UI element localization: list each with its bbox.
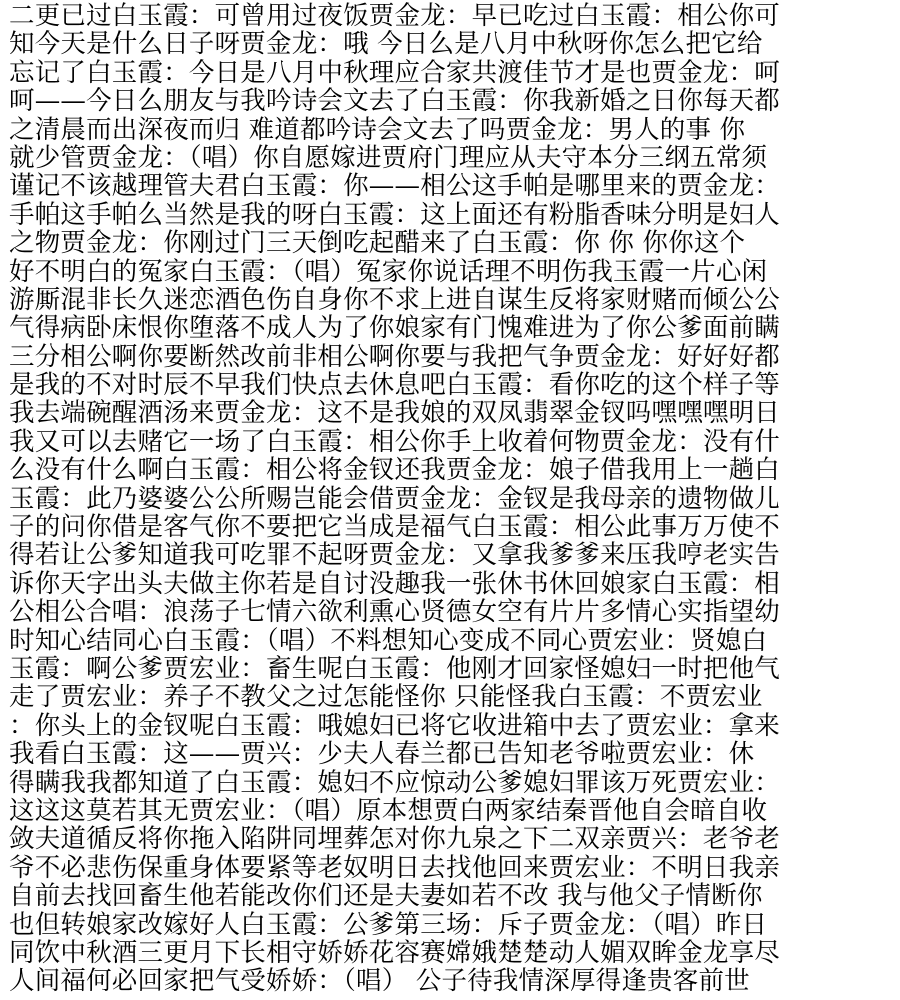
text-line: 得若让公爹知道我可吃罪不起呀贾金龙：又拿我爹爹来压我哼老实告: [9, 541, 781, 570]
text-line: 敛夫道循反将你拖入陷阱同埋葬怎对你九泉之下二双亲贾兴：老爷老: [9, 825, 781, 854]
text-line: 三分相公啊你要断然改前非相公啊你要与我把气争贾金龙：好好好都: [9, 342, 781, 372]
text-line: 同饮中秋酒三更月下长相守娇娇花容赛嫦娥楚楚动人媚双眸金龙享尽: [9, 938, 781, 968]
text-line: 之物贾金龙：你刚过门三天倒吃起醋来了白玉霞：你 你 你你这个: [9, 229, 746, 258]
text-line: 好不明白的冤家白玉霞：（唱）冤家你说话理不明伤我玉霞一片心闲: [9, 257, 768, 286]
text-line: 么没有什么啊白玉霞：相公将金钗还我贾金龙：娘子借我用上一趟白: [9, 456, 781, 485]
text-line: 谨记不该越理管夫君白玉霞：你——相公这手帕是哪里来的贾金龙：: [9, 172, 781, 201]
text-line: 诉你天字出头夫做主你若是自讨没趣我一张休书休回娘家白玉霞：相: [9, 569, 781, 599]
text-line: 玉霞：啊公爹贾宏业：畜生呢白玉霞：他刚才回家怪媳妇一时把他气: [9, 654, 781, 684]
text-line: 得瞒我我都知道了白玉霞：媳妇不应惊动公爹媳妇罪该万死贾宏业：: [9, 768, 781, 797]
text-line: 爷不必悲伤保重身体要紧等老奴明日去找他回来贾宏业：不明日我亲: [9, 853, 781, 883]
text-line: 游厮混非长久迷恋酒色伤自身你不求上进自谋生反将家财赌而倾公公: [9, 285, 781, 315]
text-line: ：你头上的金钗呢白玉霞：哦媳妇已将它收进箱中去了贾宏业：拿来: [9, 711, 781, 741]
text-line: 二更已过白玉霞：可曾用过夜饭贾金龙：早已吃过白玉霞：相公你可: [9, 2, 781, 31]
text-line: 这这这莫若其无贾宏业：（唱）原本想贾白两家结秦晋他自会暗自收: [9, 796, 768, 826]
text-line: 自前去找回畜生他若能改你们还是夫妻如若不改 我与他父子情断你: [9, 882, 763, 911]
text-line: 我去端碗醒酒汤来贾金龙：这不是我娘的双凤翡翠金钗吗嘿嘿嘿明日: [9, 399, 781, 428]
text-line: 走了贾宏业：养子不教父之过怎能怪你 只能怪我白玉霞：不贾宏业: [9, 683, 763, 712]
text-line: 是我的不对时辰不早我们快点去休息吧白玉霞：看你吃的这个样子等: [9, 371, 781, 400]
text-line: 忘记了白玉霞：今日是八月中秋理应合家共渡佳节才是也贾金龙：呵: [9, 58, 781, 88]
text-line: 就少管贾金龙：（唱）你自愿嫁进贾府门理应从夫守本分三纲五常须: [9, 143, 768, 173]
text-line: 时知心结同心白玉霞：（唱）不料想知心变成不同心贾宏业：贤媳白: [9, 626, 768, 655]
text-line: 我又可以去赌它一场了白玉霞：相公你手上收着何物贾金龙：没有什: [9, 427, 781, 457]
text-line: 公相公合唱：浪荡子七情六欲利熏心贤德女空有片片多情心实指望幼: [9, 598, 781, 627]
text-line: 我看白玉霞：这——贾兴：少夫人春兰都已告知老爷啦贾宏业：休: [9, 740, 755, 769]
text-line: 玉霞：此乃婆婆公公所赐岂能会借贾金龙：金钗是我母亲的遗物做儿: [9, 484, 781, 514]
text-line: 手帕这手帕么当然是我的呀白玉霞：这上面还有粉脂香味分明是妇人: [9, 200, 781, 230]
text-line: 子的问你借是客气你不要把它当成是福气白玉霞：相公此事万万使不: [9, 513, 781, 542]
text-line: 知今天是什么日子呀贾金龙：哦 今日么是八月中秋呀你怎么把它给: [9, 30, 763, 59]
text-line: 人间福何必回家把气受娇娇：（唱） 公子待我情深厚得逢贵客前世: [9, 967, 750, 996]
text-line: 也但转娘家改嫁好人白玉霞：公爹第三场：斥子贾金龙：（唱）昨日: [9, 910, 768, 939]
text-line: 之清晨而出深夜而归 难道都吟诗会文去了吗贾金龙：男人的事 你: [9, 115, 746, 144]
text-line: 呵——今日么朋友与我吟诗会文去了白玉霞：你我新婚之日你每天都: [9, 87, 781, 116]
text-line: 气得病卧床恨你堕落不成人为了你娘家有门愧难进为了你公爹面前瞒: [9, 314, 781, 343]
script-text-block: [9, 2, 893, 996]
